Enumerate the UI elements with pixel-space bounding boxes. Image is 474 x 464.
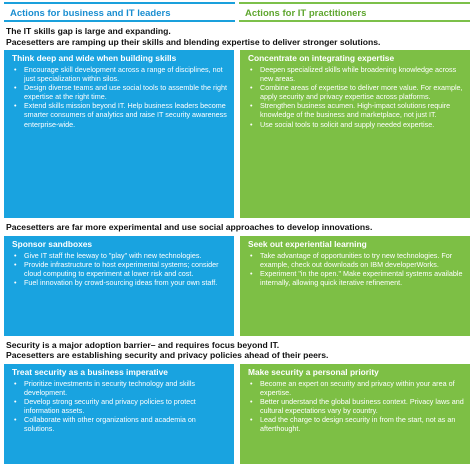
bullet-item: • Fuel innovation by crowd-sourcing ideas from your own staff. — [10, 278, 228, 287]
card-title: Think deep and wide when building skills — [12, 53, 177, 63]
card-bullet-list — [246, 65, 464, 129]
bullet-item: • Encourage skill development across a range of disciplines, not just specialization within silos. — [10, 65, 228, 83]
practitioners-action-card — [240, 50, 470, 218]
card-bullet-list — [10, 65, 228, 129]
bullet-item: • Give IT staff the leeway to "play" with new technologies. — [10, 251, 228, 260]
section-heading — [4, 218, 470, 236]
card-title: Seek out experiential learning — [248, 238, 367, 249]
section-heading-line: Security is a major adoption barrier– and requires focus beyond IT. — [6, 339, 280, 350]
card-bullet-list — [10, 379, 228, 434]
section-heading-line: Pacesetters are establishing security and privacy policies ahead of their peers. — [6, 350, 329, 360]
bullet-item: • Become an expert on security and privacy within your area of expertise. — [246, 379, 464, 397]
card-bullet-list — [10, 251, 228, 287]
card-bullet-list — [246, 379, 464, 434]
card-title: Treat security as a business imperative — [12, 366, 168, 377]
bullet-item: • Collaborate with other organizations and academia on solutions. — [10, 415, 228, 433]
section-heading-line: The IT skills gap is large and expanding. — [6, 26, 171, 36]
bullet-item: • Develop strong security and privacy policies to protect information assets. — [10, 397, 228, 415]
practitioners-column-header: Actions for IT practitioners — [239, 2, 470, 22]
bullet-item: • Deepen specialized skills while broadening knowledge across new areas. — [246, 65, 464, 83]
leaders-action-card — [4, 236, 234, 336]
bullet-item: • Provide infrastructure to host experimental systems; consider cloud computing to experiment at lower risk and cost. — [10, 260, 228, 278]
leaders-action-card — [4, 364, 234, 464]
card-title: Concentrate on integrating expertise — [248, 53, 395, 63]
section-heading — [4, 336, 470, 364]
bullet-item: • Use social tools to solicit and supply needed expertise. — [246, 120, 464, 129]
bullet-item: • Design diverse teams and use social tools to assemble the right expertise at the right time. — [10, 83, 228, 101]
bullet-item: • Combine areas of expertise to deliver more value. For example, apply security and privacy expertise across platforms. — [246, 83, 464, 101]
bullet-item: • Extend skills mission beyond IT. Help business leaders become smarter consumers of analytics and raise IT security awareness enterprise-wide. — [10, 101, 228, 128]
card-title: Make security a personal priority — [248, 366, 379, 377]
bullet-item: • Strengthen business acumen. High-impact solutions require knowledge of the business and marketplace, not just IT. — [246, 101, 464, 119]
sections — [4, 22, 470, 464]
bullet-item: • Prioritize investments in security technology and skills development. — [10, 379, 228, 397]
column-headers — [4, 2, 470, 22]
bullet-item: • Better understand the global business context. Privacy laws and cultural expectations vary by country. — [246, 397, 464, 415]
section-cards-row — [4, 50, 470, 218]
card-bullet-list — [246, 251, 464, 287]
section-heading — [4, 22, 470, 50]
practitioners-action-card — [240, 236, 470, 336]
section-heading-line: Pacesetters are far more experimental and use social approaches to develop innovations. — [6, 222, 373, 232]
practitioners-action-card — [240, 364, 470, 464]
bullet-item: • Take advantage of opportunities to try new technologies. For example, check out downloads on IBM developerWorks. — [246, 251, 464, 269]
section-heading-line: Pacesetters are ramping up their skills and blending expertise to deliver stronger solutions. — [6, 36, 381, 47]
section-cards-row — [4, 236, 470, 336]
bullet-item: • Experiment "in the open." Make experimental systems available internally, allowing quick iterative refinement. — [246, 269, 464, 287]
section-cards-row — [4, 364, 470, 464]
bullet-item: • Lead the charge to design security in from the start, not as an afterthought. — [246, 415, 464, 433]
leaders-column-header: Actions for business and IT leaders — [4, 2, 235, 22]
leaders-action-card — [4, 50, 234, 218]
card-title: Sponsor sandboxes — [12, 238, 93, 249]
